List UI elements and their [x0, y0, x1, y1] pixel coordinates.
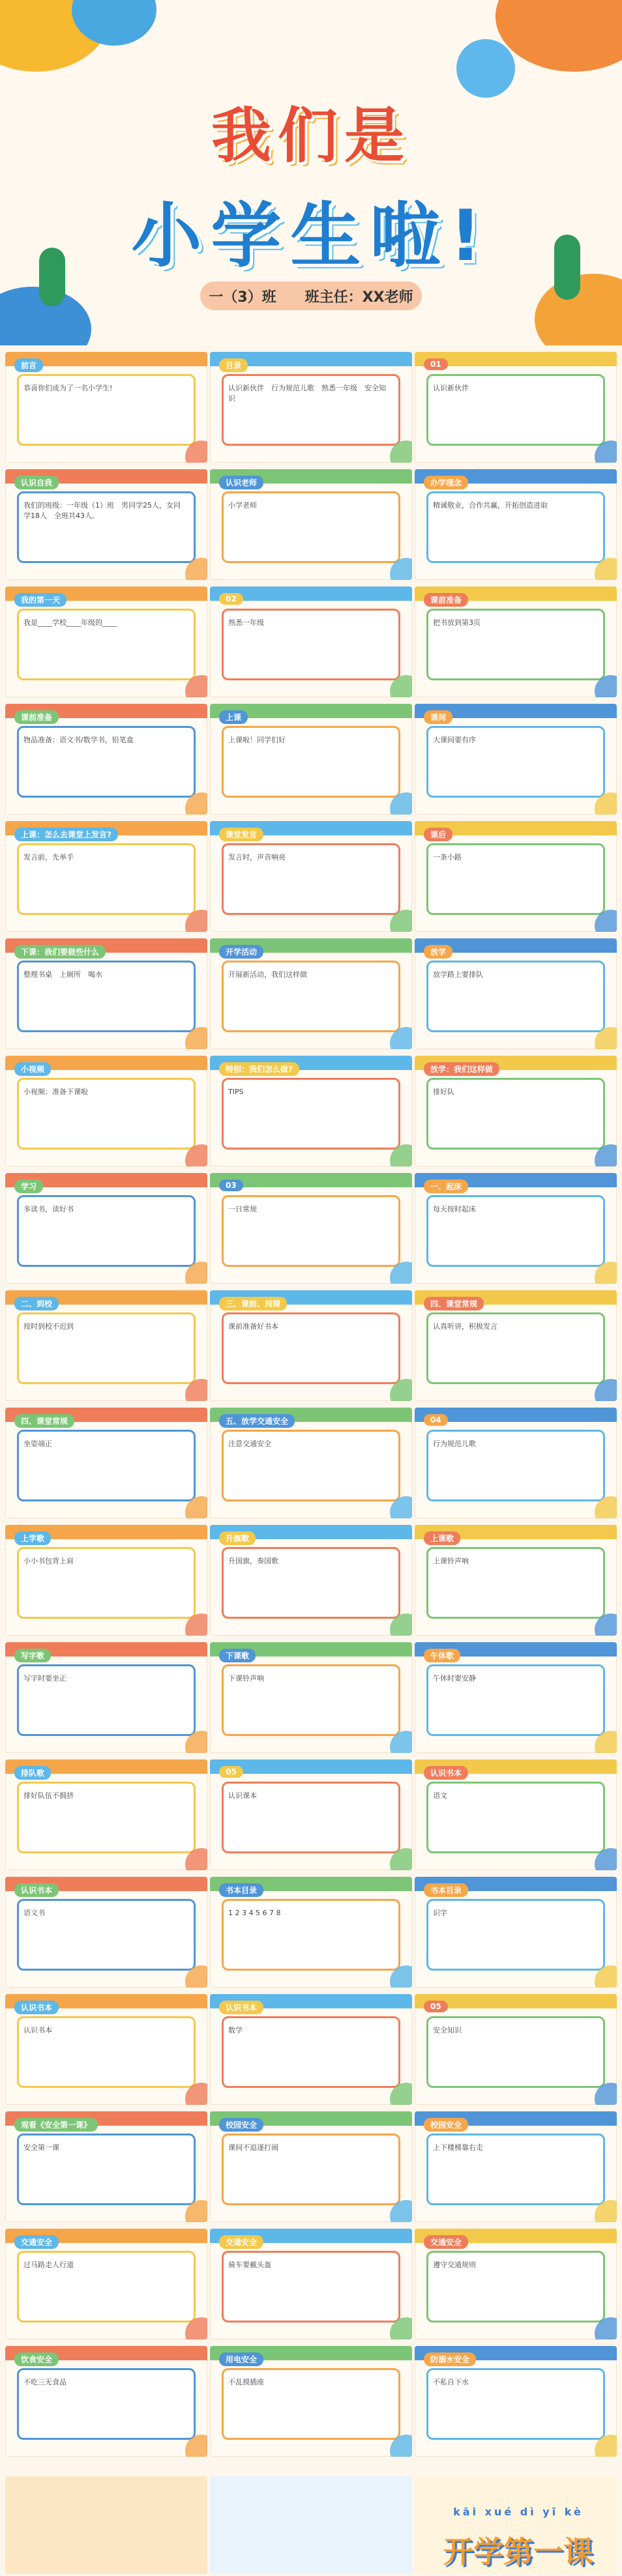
- slide-thumbnail: [5, 1994, 207, 2105]
- slide-text: 小视频：准备下课啦: [23, 1088, 88, 1096]
- slide-text: TIPS: [228, 1088, 244, 1096]
- slide-thumbnail: [5, 2346, 207, 2457]
- cover-blob: [496, 0, 622, 72]
- slide-heading: 观看《安全第一课》: [14, 2118, 98, 2132]
- slide-heading: 上学歌: [14, 1531, 51, 1545]
- slide-thumbnail: [415, 1525, 617, 1636]
- slide-thumbnail: [5, 1877, 207, 1988]
- slide-text: 多读书，读好书: [23, 1205, 74, 1213]
- slide-heading: 放学: [424, 945, 452, 959]
- slide-thumbnail: [210, 1642, 412, 1753]
- slide-heading: 交通安全: [219, 2235, 263, 2249]
- slide-text: 大课间要有序: [433, 736, 476, 744]
- slide-heading: 课间: [424, 710, 452, 724]
- slide-thumbnail: [5, 1759, 207, 1870]
- slide-thumbnail: [415, 1994, 617, 2105]
- slide-heading: 交通安全: [424, 2235, 468, 2249]
- slide-text: 上下楼梯靠右走: [433, 2143, 483, 2152]
- slide-text: 安全第一课: [23, 2143, 59, 2152]
- slide-heading: 书本目录: [424, 1883, 468, 1897]
- slide-thumbnail: [415, 704, 617, 815]
- slide-text: 熟悉一年级: [228, 618, 264, 627]
- slide-heading: 认识老师: [219, 476, 263, 489]
- slide-heading: 办学理念: [424, 476, 468, 489]
- slide-heading: 上课歌: [424, 1531, 460, 1545]
- slide-text: 认识课本: [228, 1791, 257, 1800]
- slide-heading: 目录: [219, 358, 248, 372]
- slide-text: 行为规范儿歌: [433, 1440, 476, 1448]
- slide-thumbnail: [210, 1173, 412, 1284]
- slide-text: 不私自下水: [433, 2378, 469, 2386]
- slide-text: 语文: [433, 1791, 447, 1800]
- slide-thumbnail: [415, 1408, 617, 1518]
- slide-thumbnail: [210, 1877, 412, 1988]
- final-title: 开学第一课: [443, 2534, 593, 2569]
- slide-heading: 特别：我们怎么做?: [219, 1062, 299, 1076]
- slide-text: 我是____学校____年级的____: [23, 618, 117, 627]
- slide-heading: 课前准备: [424, 593, 468, 607]
- slide-text: 开展新活动，我们这样做: [228, 970, 307, 979]
- slide-heading: 放学：我们这样做: [424, 1062, 499, 1076]
- slide-text: 写字时要坐正: [23, 1674, 67, 1683]
- slide-text: 认识新伙伴 行为规范儿歌 熟悉一年级 安全知识: [228, 384, 386, 403]
- slide-thumbnail: [210, 938, 412, 1049]
- slide-thumbnail: [210, 469, 412, 580]
- slide-heading: 课后: [424, 828, 452, 841]
- slide-text: 坐姿端正: [23, 1440, 52, 1448]
- slide-thumbnail: [210, 2229, 412, 2339]
- slide-thumbnail: [5, 1642, 207, 1753]
- slide-thumbnail: [415, 586, 617, 697]
- slide-text: 整理书桌 上厕所 喝水: [23, 970, 102, 979]
- slide-heading: 上课：怎么去课堂上发言?: [14, 828, 118, 841]
- slide-thumbnail: [5, 938, 207, 1049]
- slide-thumbnail: [415, 1759, 617, 1870]
- slide-thumbnail: [210, 586, 412, 697]
- slide-heading: 下课歌: [219, 1649, 256, 1662]
- slide-text: 放学路上要排队: [433, 970, 483, 979]
- slide-thumbnail: [415, 821, 617, 932]
- slide-thumbnail: [5, 2229, 207, 2339]
- slide-thumbnail: [5, 1173, 207, 1284]
- slide-heading: 上课: [219, 710, 248, 724]
- slide-heading: 排队歌: [14, 1766, 51, 1780]
- slide-thumbnail: [5, 1525, 207, 1636]
- slide-text: 数学: [228, 2026, 243, 2034]
- slide-text: 语文书: [23, 1909, 45, 1917]
- slide-text: 不乱摸插座: [228, 2378, 264, 2386]
- slide-thumbnail: [210, 352, 412, 463]
- slide-heading: 校园安全: [219, 2118, 263, 2132]
- slide-thumbnail: [415, 1056, 617, 1166]
- slide-thumbnail: [415, 2111, 617, 2222]
- slide-text: 下课铃声响: [228, 1674, 264, 1683]
- slide-heading: 认识书本: [219, 2001, 263, 2014]
- slide-heading: 校园安全: [424, 2118, 468, 2132]
- slide-thumbnail: [210, 1994, 412, 2105]
- slide-heading: 交通安全: [14, 2235, 59, 2249]
- slide-thumbnail: [415, 469, 617, 580]
- slide-heading: 书本目录: [219, 1883, 263, 1897]
- class-info: 一（3）班 班主任：XX老师: [200, 282, 422, 310]
- slide-text: 一条小路: [433, 853, 462, 861]
- slide-thumbnail: [210, 2111, 412, 2222]
- slide-heading: 二、到校: [14, 1297, 59, 1310]
- slide-text: 课间不追逐打闹: [228, 2143, 278, 2152]
- slide-heading: 五、放学交通安全: [219, 1414, 295, 1428]
- slide-heading: 课前准备: [14, 710, 59, 724]
- slide-heading: 04: [424, 1414, 448, 1426]
- slide-text: 不吃三无食品: [23, 2378, 67, 2386]
- slide-heading: 前言: [14, 358, 43, 372]
- slide-thumbnail: [415, 2346, 617, 2457]
- slide-thumbnail: [5, 469, 207, 580]
- slide-thumbnail: [210, 1056, 412, 1166]
- slide-heading: 写字歌: [14, 1649, 51, 1662]
- slide-thumbnail: [5, 352, 207, 463]
- slide-thumbnail: [210, 2346, 412, 2457]
- slide-text: 恭喜你们成为了一名小学生!: [23, 384, 113, 392]
- slide-heading: 升旗歌: [219, 1531, 256, 1545]
- cover-title-line1: 我们是: [211, 101, 411, 171]
- slide-text: 过马路走人行道: [23, 2261, 74, 2269]
- slide-text: 认真听讲，积极发言: [433, 1322, 497, 1331]
- slide-text: 认识新伙伴: [433, 384, 469, 392]
- slide-text: 遵守交通规则: [433, 2261, 476, 2269]
- slide-heading: 认识书本: [14, 2001, 59, 2014]
- slide-thumbnail: [415, 2229, 617, 2339]
- slide-heading: 认识书本: [14, 1883, 59, 1897]
- slide-heading: 饮食安全: [14, 2352, 59, 2366]
- slide-heading: 一、起床: [424, 1179, 468, 1193]
- slide-text: 认识书本: [23, 2026, 52, 2034]
- cover-slide: [0, 0, 622, 345]
- slide-text: 按时到校不迟到: [23, 1322, 74, 1331]
- slide-text: 1 2 3 4 5 6 7 8: [228, 1909, 281, 1917]
- slide-heading: 05: [219, 1766, 243, 1778]
- slide-text: 骑车要戴头盔: [228, 2261, 271, 2269]
- slide-thumbnail: [415, 1642, 617, 1753]
- slide-thumbnail: [210, 1759, 412, 1870]
- slide-heading: 03: [219, 1179, 243, 1191]
- slide-heading: 防溺水安全: [424, 2352, 476, 2366]
- slide-text: 把书放到第3页: [433, 618, 481, 627]
- slide-text: 识字: [433, 1909, 447, 1917]
- slide-thumbnail: [5, 704, 207, 815]
- slide-text: 上课啦！同学们好: [228, 736, 286, 744]
- slide-thumbnail: [5, 1290, 207, 1401]
- slide-text: 小学老师: [228, 501, 257, 510]
- slide-heading: 小视频: [14, 1062, 51, 1076]
- slide-heading: 课堂发言: [219, 828, 263, 841]
- slide-thumbnail: [210, 1525, 412, 1636]
- slide-text: 注意交通安全: [228, 1440, 271, 1448]
- slide-text: 精诚敬业，合作共赢，开拓创造进取: [433, 501, 548, 510]
- slide-heading: 用电安全: [219, 2352, 263, 2366]
- slide-heading: 四、课堂常规: [14, 1414, 74, 1428]
- slide-thumbnail: [210, 704, 412, 815]
- slide-thumbnail: [5, 1408, 207, 1518]
- slide-heading: 01: [424, 358, 448, 370]
- final-panel: [210, 2476, 412, 2574]
- slide-thumbnail: [5, 2111, 207, 2222]
- slide-text: 我们的班级：一年级（1）班 男同学25人，女同学18人 全班共43人。: [23, 501, 181, 520]
- slide-thumbnail: [415, 938, 617, 1049]
- final-pinyin: kāi xué dì yī kè: [453, 2506, 584, 2518]
- slide-heading: 开学活动: [219, 945, 263, 959]
- cover-title-line2: 小学生啦!: [131, 195, 491, 277]
- slide-heading: 02: [219, 593, 243, 605]
- slide-text: 一日常规: [228, 1205, 257, 1213]
- slide-thumbnail: [5, 821, 207, 932]
- slide-heading: 学习: [14, 1179, 43, 1193]
- slide-text: 排好队伍不拥挤: [23, 1791, 74, 1800]
- slide-heading: 四、课堂常规: [424, 1297, 484, 1310]
- slide-heading: 午休歌: [424, 1649, 460, 1662]
- slide-text: 安全知识: [433, 2026, 462, 2034]
- slide-text: 发言时，声音响亮: [228, 853, 286, 861]
- slide-text: 升国旗，奏国歌: [228, 1557, 278, 1565]
- slide-heading: 认识自我: [14, 476, 59, 489]
- slide-heading: 认识书本: [424, 1766, 468, 1780]
- slide-text: 发言前，先举手: [23, 853, 74, 861]
- final-panel: [5, 2476, 207, 2574]
- slide-heading: 下课：我们要做些什么: [14, 945, 106, 959]
- slide-thumbnail: [415, 1290, 617, 1401]
- slide-thumbnail: [415, 352, 617, 463]
- slide-thumbnail: [415, 1877, 617, 1988]
- slide-thumbnail: [210, 1290, 412, 1401]
- slide-text: 课前准备好书本: [228, 1322, 278, 1331]
- slide-text: 物品准备：语文书/数学书，铅笔盒: [23, 736, 134, 744]
- slide-text: 小小书包背上肩: [23, 1557, 74, 1565]
- slide-text: 上课铃声响: [433, 1557, 469, 1565]
- slide-thumbnail: [415, 1173, 617, 1284]
- slide-text: 排好队: [433, 1088, 454, 1096]
- slide-heading: 05: [424, 2001, 448, 2012]
- slide-heading: 我的第一天: [14, 593, 67, 607]
- slide-heading: 三、课前、间隙: [219, 1297, 287, 1310]
- slide-text: 每天按时起床: [433, 1205, 476, 1213]
- slide-text: 午休时要安静: [433, 1674, 476, 1683]
- slide-thumbnail: [5, 586, 207, 697]
- slide-thumbnail: [210, 1408, 412, 1518]
- slide-thumbnail: [210, 821, 412, 932]
- slide-thumbnail: [5, 1056, 207, 1166]
